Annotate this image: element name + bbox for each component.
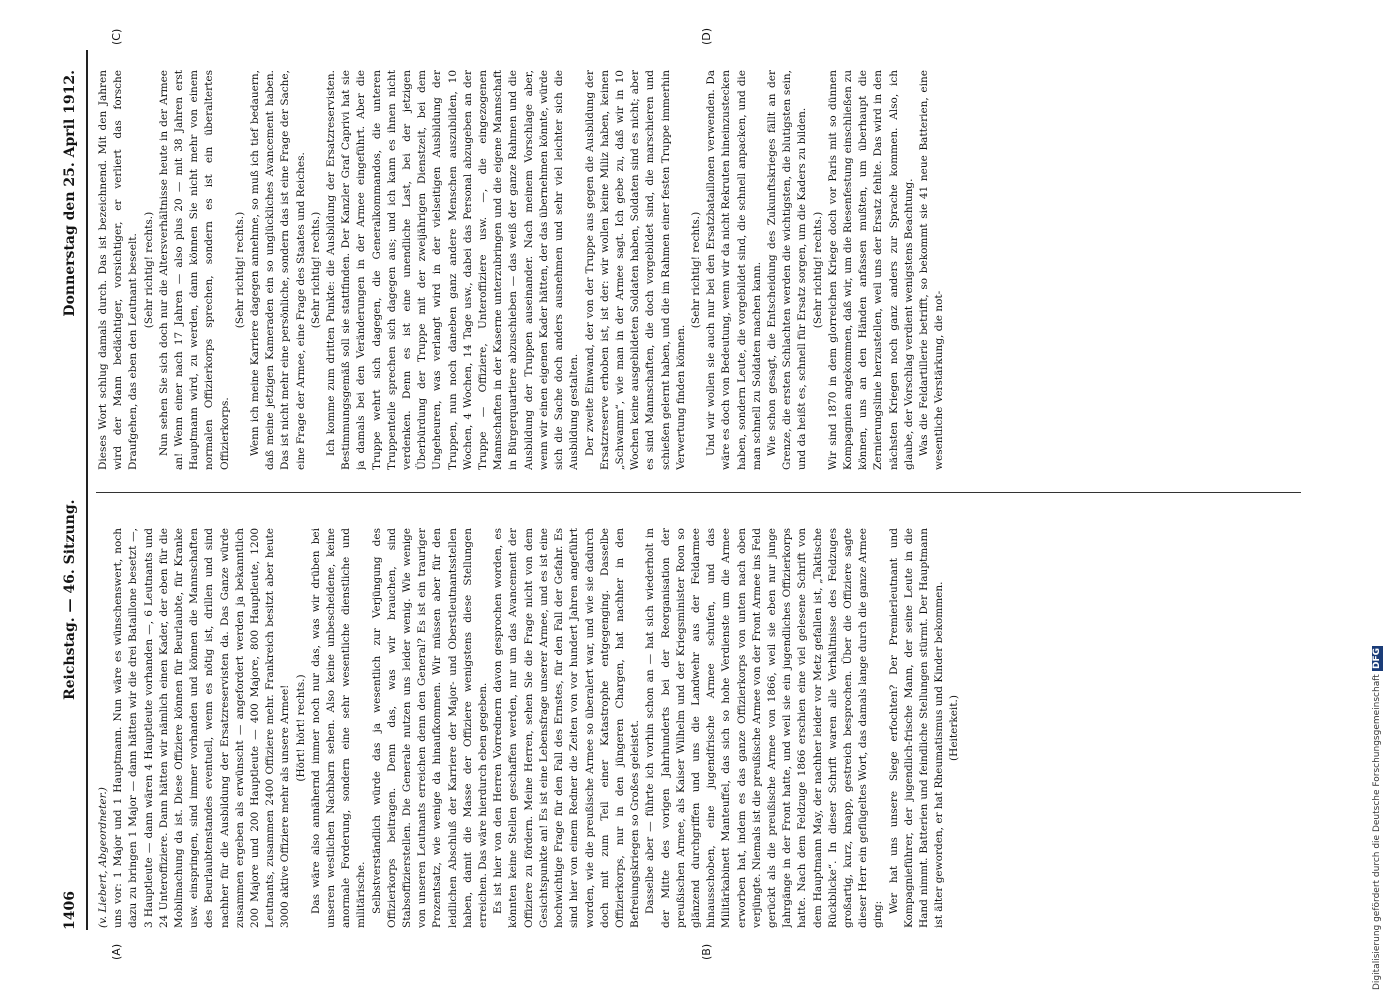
interjection: (Hört! hört! rechts.) xyxy=(294,674,307,782)
session-date: Donnerstag den 25. April 1912. xyxy=(62,70,78,317)
speaker-line: (v. Liebert, Abgeordneter.) xyxy=(97,787,109,928)
interjection: (Sehr richtig! rechts.) xyxy=(233,211,246,329)
paragraph: Wir sind 1870 in dem glorreichen Kriege doch vor Paris mit so dünnen Kompagnien angekommen, daß wir, um die Riesenfestung einschließen zu können, uns an den Händen anfassen mußten, um überhaupt die Zernierungslinie herzustellen, weil uns der Ersatz fehlte. Das wird in den nächsten Kriegen noch ganz anders zur Sprache kommen. Also, ich glaube, der Vorschlag verdient wenigstens Beachtung. xyxy=(826,70,915,470)
paragraph: Nun sehen Sie sich doch nur die Altersverhältnisse heute in der Armee an! Wenn einer nach 17 Jahren — also plus 20 — mit 38 Jahren erst Hauptmann wird, zu werden, dann können Sie nicht mehr von einem normalen Offizierkorps sprechen, sondern es ist ein überaltertes Offizierkorps. xyxy=(157,70,231,470)
session-title: Reichstag. — 46. Sitzung. xyxy=(62,499,78,700)
paragraph: Es ist hier von den Herren Vorrednern davon gesprochen worden, es könnten keine Stellen geschaffen werden, nur um das Avancement der Offiziere zu fördern. Meine Herren, sehen Sie die Frage nicht von dem Gesichtspunkte an! Es ist eine Lebensfrage unserer Armee, und es ist eine hochwichtige Frage für den Fall des Ernstes, für den Fall der Gefahr. Es sind hier von einem Redner die Zeiten von vor hundert Jahren angeführt worden, wie die preußische Armee so überalert war, und wie sie dadurch doch mit zum Teil einer Katastrophe entgegenging. Dasselbe Offizierkorps, nur in den jüngeren Chargen, hat nachher in den Befreiungskriegen so Großes geleistet. xyxy=(492,528,642,928)
interjection: (Sehr richtig! rechts.) xyxy=(811,211,824,329)
paragraph: Ich komme zum dritten Punkte: die Ausbildung der Ersatzreservisten. Bestimmungsgemäß soll sie stattfinden. Der Kanzler Graf Caprivi hat sie ja damals bei den Veränderungen in der Armee eingeführt. Aber die Truppe wehrt sich dagegen, die Generalkommandos, die unteren Truppenteile sprechen sich dagegen aus; und ich kann es ihnen nicht verdenken. Denn es ist eine unendliche Last, bei der jetzigen Überbürdung der Truppe mit der zweijährigen Dienstzeit, bei dem Ungeheuren, was verlangt wird in der vielseitigen Ausbildung der Truppen, nun noch daneben ganz andere Menschen auszubilden, 10 Wochen, 4 Wochen, 14 Tage usw., dabei das Personal abzugeben an der Truppe — Offiziere, Unteroffiziere usw. —, die eingezogenen Mannschaften in der Kaserne unterzubringen und die eigene Mannschaft in Bürgerquartiere abzuschieben — das weiß der ganze Rahmen und die Ausbildung der Truppen auseinander. Nach meinem Vorschlage aber, wenn wir einen eigenen Kader hätten, der das übernehmen könnte, würde sich die Sache doch anders ausnehmen und sehr viel leichter sich die Ausbildung gestalten. xyxy=(325,70,581,470)
right-column xyxy=(96,70,1296,470)
paragraph: Der zweite Einwand, der von der Truppe aus gegen die Ausbildung der Ersatzreserve erhoben ist, ist der: wir wollen keine Miliz haben, keinen „Schwamm“, wie man in der Armee sagt. Ich gebe zu, daß wir in 10 Wochen keine ausgebildeten Soldaten haben, Soldaten sind es nicht; aber es sind Mannschaften, die doch vorgebildet sind, die marschieren und schießen gelernt haben, und die im Rahmen einer festen Truppe immerhin Verwertung finden können. xyxy=(583,70,687,470)
interjection: (Sehr richtig! rechts.) xyxy=(309,211,322,329)
interjection: (Heiterkeit.) xyxy=(948,695,961,761)
margin-marker-d: (D) xyxy=(700,27,713,45)
paragraph: Das wäre also annähernd immer noch nur das, was wir drüben bei unseren westlichen Nachbarn sehen. Also keine unbescheidene, keine anormale Forderung, sondern eine sehr wesentliche dienstliche und militärische. xyxy=(309,528,368,928)
header-rule xyxy=(86,50,88,930)
attribution-sidebar xyxy=(1372,10,1383,990)
attribution-text: Digitalisierung gefördert durch die Deutsche Forschungsgemeinschaft xyxy=(1372,674,1382,990)
left-column xyxy=(96,528,1296,928)
margin-marker-a: (A) xyxy=(110,943,123,960)
paragraph: Selbstverständlich würde das ja wesentlich zur Verjüngung des Offizierkorps beitragen. Denn das, was wir brauchen, sind Stabsoffizierstellen. Die Generale nutzen uns leider wenig. Wie wenige von unseren Leutnants erreichen denn den General? Es ist ein trauriger Prozentsatz, wie wenige da hinaufkommen. Wir müssen aber für den leidlichen Abschluß der Karriere der Major- und Oberstleutnantsstellen haben, damit die Masse der Offiziere wenigstens diese Stellungen erreichen. Das wäre hierdurch eben gegeben. xyxy=(370,528,490,928)
paragraph: uns vor: 1 Major und 1 Hauptmann. Nun wäre es wünschenswert, noch dazu zu bringen 1 Major — dann hätten wir die drei Bataillone besetzt —, 3 Hauptleute — dann wären 4 Hauptleute vorhanden —, 6 Leutnants und 24 Unteroffiziere. Dann hätten wir nämlich einen Kader, der eben für die Mobilmachung da ist. Diese Offiziere können für Beurlaubte, für Kranke usw. einspringen, sind immer vorhanden und können die Mannschaften des Beurlaubtenstandes eventuell, wenn es nötig ist, drillen und sind nachher für die Ausbildung der Ersatzreservisten da. Das Ganze würde zusammen ergeben als erwünscht — angefordert werden ja bekanntlich 200 Majore und 200 Hauptleute — 400 Majore, 800 Hauptleute, 1200 Leutnants, zusammen 2400 Offiziere mehr. Frankreich besitzt aber heute 3000 aktive Offiziere mehr als unsere Armee! xyxy=(112,528,292,928)
margin-marker-c: (C) xyxy=(110,28,123,45)
dfg-logo: DFG xyxy=(1372,648,1382,670)
interjection: (Sehr richtig! rechts.) xyxy=(142,211,155,329)
paragraph: Wenn ich meine Karriere dagegen annehme, so muß ich tief bedauern, daß meine jetzigen Kameraden ein so unglückliches Avancement haben. Das ist nicht mehr eine persönliche, sondern das ist eine Frage der Sache, eine Frage der Armee, eine Frage des Staates und Reiches. xyxy=(249,70,307,470)
column-divider xyxy=(96,492,1301,493)
page-number: 1406 xyxy=(62,891,78,930)
paragraph: Was die Feldartillerie betrifft, so bekommt sie 41 neue Batterien, eine wesentliche Verstärkung, die not- xyxy=(917,70,946,470)
paragraph: Und wir wollen sie auch nur bei den Ersatzbataillonen verwenden. Da wäre es doch von Bedeutung, wenn wir da nicht Rekruten hineinzustecken haben, sondern Leute, die vorgebildet sind, die schnell anpacken, und die man schnell zu Soldaten machen kann. xyxy=(705,70,763,470)
paragraph: Dasselbe aber — führte ich vorhin schon an — hat sich wiederholt in der Mitte des vorigen Jahrhunderts bei der Reorganisation der preußischen Armee, als Kaiser Wilhelm und der Kriegsminister Roon so glänzend durchgriffen und uns die Landwehr aus der Feldarmee hinausschoben, eine jugendfrische Armee schufen, und das Militärkabinett Manteuffel, das sich so hohe Verdienste um die Armee erworben hat, indem es das ganze Offizierkorps von unten nach oben verjüngte. Niemals ist die preußische Armee von der Front Armee ins Feld gerückt als die preußische Armee von 1866, weil sie eben nur junge Jahrgänge in der Front hatte, und weil sie ein jugendliches Offizierkorps hatte. Nach dem Feldzuge 1866 erschien eine viel gelesene Schrift von dem Hauptmann May, der nachher leider vor Metz gefallen ist, „Taktische Rückblicke“. In dieser Schrift waren alle Verhältnisse des Feldzuges großartig, kurz, knapp, gestreich besprochen. Über die Offiziere sagte dieser Herr ein geflügeltes Wort, das damals lange durch die ganze Armee ging: xyxy=(644,528,885,928)
paragraph: Wer hat uns unsere Siege erfochten? Der Premierleutnant und Kompagnieführer, der jugendlich-frische Mann, der seine Leute in die Hand nimmt. Batterien und feindliche Stellungen stürmt. Der Hauptmann ist älter geworden, er hat Rheumatismus und Kinder bekommen. xyxy=(887,528,946,928)
margin-marker-b: (B) xyxy=(700,943,713,960)
paragraph: Wie schon gesagt, die Entscheidung des Zukunftskrieges fällt an der Grenze, die ersten Schlachten werden die wichtigsten, die blutigsten sein, und da heißt es, schnell für Ersatz sorgen, um die Kaders zu bilden. xyxy=(765,70,809,470)
page-header xyxy=(62,70,84,930)
interjection: (Sehr richtig! rechts.) xyxy=(689,211,702,329)
paragraph: Dieses Wort schlug damals durch. Das ist bezeichnend. Mit den Jahren wird der Mann bedächtiger, vorsichtiger, er verliert das forsche Draufgehen, das eben den Leutnant beseelt. xyxy=(97,70,140,470)
